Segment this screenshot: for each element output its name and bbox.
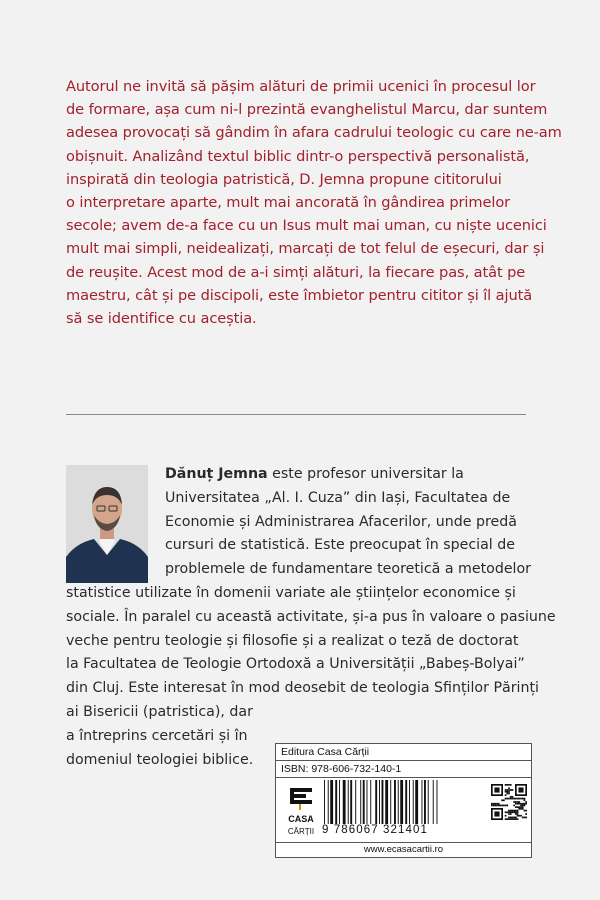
qr-module — [506, 791, 508, 793]
qr-module — [512, 798, 514, 800]
qr-module — [515, 813, 517, 815]
qr-module — [494, 811, 499, 816]
qr-module — [522, 798, 524, 800]
qr-module — [508, 798, 510, 800]
barcode-bar — [324, 780, 325, 824]
qr-module — [506, 818, 508, 820]
qr-module — [505, 789, 507, 791]
qr-module — [518, 801, 520, 803]
barcode-bar — [360, 780, 361, 824]
qr-module — [505, 784, 507, 786]
qr-module — [505, 798, 507, 800]
barcode-bar — [385, 780, 388, 824]
qr-module — [517, 813, 519, 815]
casa-cartii-logo — [286, 786, 316, 840]
qr-module — [508, 810, 510, 812]
qr-module — [513, 810, 515, 812]
qr-module — [524, 798, 526, 800]
qr-module — [496, 803, 498, 805]
barcode-bar — [339, 780, 340, 824]
barcode-bar — [415, 780, 418, 824]
qr-module — [491, 805, 493, 807]
qr-module — [498, 803, 500, 805]
qr-module — [515, 817, 517, 819]
qr-module — [522, 817, 524, 819]
blurb-line: mult mai simpli, neidealizați, marcați de tot felul de eșecuri, dar și — [66, 240, 545, 258]
qr-module — [513, 798, 515, 800]
qr-module — [518, 798, 520, 800]
qr-module — [524, 803, 526, 805]
qr-module — [508, 817, 510, 819]
barcode-box — [275, 743, 532, 858]
qr-module — [518, 808, 520, 810]
qr-module — [525, 801, 527, 803]
qr-module — [517, 806, 519, 808]
qr-module — [501, 799, 503, 801]
qr-module — [518, 815, 520, 817]
author-bio — [66, 463, 556, 772]
barcode-bar — [379, 780, 380, 824]
qr-module — [520, 806, 522, 808]
qr-module — [506, 789, 508, 791]
qr-module — [524, 810, 526, 812]
qr-module — [494, 805, 496, 807]
bio-line: ai Bisericii (patristica), dar — [66, 703, 253, 720]
qr-module — [525, 810, 527, 812]
qr-module — [510, 784, 512, 786]
qr-module — [512, 818, 514, 820]
qr-module — [493, 805, 495, 807]
qr-module — [506, 805, 508, 807]
barcode-bar — [382, 780, 384, 824]
qr-module — [501, 805, 503, 807]
bio-line: statistice utilizate în domenii variate ale științelor economice și — [66, 584, 516, 601]
qr-module — [513, 801, 515, 803]
qr-module — [508, 791, 510, 793]
barcode-bar — [367, 780, 368, 824]
qr-module — [515, 803, 517, 805]
qr-module — [510, 810, 512, 812]
bio-line: Economie și Administrarea Afacerilor, unde predă — [165, 513, 517, 530]
blurb-line: Autorul ne invită să pășim alături de primii ucenici în procesul lor — [66, 78, 536, 95]
qr-module — [508, 787, 510, 789]
barcode-bar — [422, 780, 423, 824]
barcode-bar — [375, 780, 377, 824]
qr-module — [510, 798, 512, 800]
qr-module — [517, 811, 519, 813]
isbn-label: ISBN: 978-606-732-140-1 — [276, 761, 531, 778]
qr-module — [510, 789, 512, 791]
qr-module — [512, 810, 514, 812]
qr-module — [505, 805, 507, 807]
qr-module — [493, 803, 495, 805]
barcode-bar — [413, 780, 414, 824]
bio-line: este profesor universitar la — [267, 466, 464, 482]
qr-module — [513, 811, 515, 813]
barcode-bar — [343, 780, 346, 824]
barcode-bar — [409, 780, 410, 824]
barcode-bar — [330, 780, 333, 824]
qr-module — [506, 811, 508, 813]
qr-module — [525, 817, 527, 819]
qr-module — [506, 798, 508, 800]
qr-module — [517, 818, 519, 820]
qr-module — [522, 806, 524, 808]
barcode-bar — [428, 780, 429, 824]
bio-line: sociale. În paralel cu această activitate, și-a pus în valoare o pasiune — [66, 608, 556, 625]
qr-module — [522, 808, 524, 810]
qr-module — [505, 794, 507, 796]
qr-module — [517, 798, 519, 800]
bio-line: Universitatea „Al. I. Cuza” din Iași, Facultatea de — [165, 489, 511, 506]
barcode-bar — [350, 780, 352, 824]
barcode-bar — [348, 780, 349, 824]
qr-module — [510, 796, 512, 798]
qr-module — [510, 813, 512, 815]
barcode-bar — [405, 780, 407, 824]
barcode-bar — [328, 780, 329, 824]
qr-module — [515, 810, 517, 812]
qr-module — [508, 784, 510, 786]
qr-module — [503, 799, 505, 801]
logo-text-bottom: CĂRȚII — [287, 827, 315, 836]
barcode-bar — [370, 780, 371, 824]
bio-line: cursuri de statistică. Este preocupat în special de — [165, 537, 515, 554]
qr-module — [494, 787, 499, 792]
qr-module — [508, 813, 510, 815]
qr-module — [518, 803, 520, 805]
qr-module — [517, 803, 519, 805]
blurb-line: maestru, cât și pe discipoli, este îmbietor pentru cititor și îl ajută — [66, 286, 533, 304]
qr-module — [520, 815, 522, 817]
qr-module — [506, 793, 508, 795]
qr-module — [513, 805, 515, 807]
qr-module — [512, 811, 514, 813]
qr-module — [513, 817, 515, 819]
qr-module — [496, 805, 498, 807]
isbn-barcode — [322, 780, 486, 824]
qr-module — [517, 801, 519, 803]
blurb-line: inspirată din teologia patristică, D. Jemna propune cititorului — [66, 170, 502, 188]
blurb-line: de formare, așa cum ni-l prezintă evanghelistul Marcu, dar suntem — [66, 101, 548, 119]
qr-module — [515, 811, 517, 813]
qr-module — [520, 803, 522, 805]
blurb-paragraph — [66, 75, 562, 330]
bio-first-line — [66, 463, 546, 487]
qr-module — [506, 784, 508, 786]
qr-module — [510, 818, 512, 820]
qr-module — [500, 805, 502, 807]
barcode-digits: 9 786067 321401 — [322, 824, 429, 836]
qr-module — [505, 791, 507, 793]
bio-line: din Cluj. Este interesat în mod deosebit de teologia Sfinților Părinți — [66, 680, 539, 697]
barcode-bar — [400, 780, 403, 824]
qr-module — [491, 803, 493, 805]
qr-module — [510, 817, 512, 819]
barcode-bar — [390, 780, 391, 824]
blurb-line: secole; avem de-a face cu un Isus mult mai uman, cu niște ucenici — [66, 217, 547, 235]
bio-line: a întreprins cercetări și în — [66, 727, 248, 744]
barcode-bar — [424, 780, 426, 824]
qr-module — [512, 796, 514, 798]
qr-module — [498, 805, 500, 807]
author-name: Dănuț Jemna — [165, 466, 268, 482]
qr-module — [505, 815, 507, 817]
qr-module — [515, 806, 517, 808]
website-label: www.ecasacartii.ro — [276, 842, 531, 857]
qr-module — [515, 801, 517, 803]
bio-line: problemele de fundamentare teoretică a metodelor — [165, 561, 532, 578]
blurb-line: adesea provocați să gândim în afara cadrului teologic cu care ne-am — [66, 124, 562, 142]
qr-module — [503, 805, 505, 807]
qr-module — [515, 818, 517, 820]
barcode-bar — [398, 780, 399, 824]
qr-module — [513, 818, 515, 820]
qr-module — [505, 811, 507, 813]
barcode-bar — [335, 780, 337, 824]
blurb-line: să se identifice cu aceștia. — [66, 310, 257, 328]
qr-module — [518, 787, 523, 792]
bio-line: veche pentru teologie și filosofie și a realizat o teză de doctorat — [66, 632, 519, 649]
logo-text-top: CASA — [288, 814, 314, 824]
qr-module — [525, 813, 527, 815]
qr-module — [508, 793, 510, 795]
qr-module — [525, 803, 527, 805]
barcode-bar — [437, 780, 438, 824]
blurb-line: de reușite. Acest mod de a-i simți alături, la fiecare pas, atât pe — [66, 263, 526, 281]
qr-module — [508, 789, 510, 791]
qr-module — [518, 806, 520, 808]
blurb-line: o interpretare aparte, mult mai ancorată în gândirea primelor — [66, 194, 511, 212]
qr-module — [517, 810, 519, 812]
qr-module — [524, 817, 526, 819]
qr-module — [494, 803, 496, 805]
qr-module — [515, 798, 517, 800]
blurb-line: obișnuit. Analizând textul biblic dintr-o perspectivă personalistă, — [66, 147, 530, 165]
qr-module — [520, 805, 522, 807]
qr-module — [520, 808, 522, 810]
qr-module — [520, 798, 522, 800]
qr-module — [522, 803, 524, 805]
divider-rule — [66, 414, 526, 415]
bio-line: domeniul teologiei biblice. — [66, 751, 254, 768]
qr-module — [512, 789, 514, 791]
qr-module — [524, 805, 526, 807]
qr-code — [491, 784, 527, 820]
barcode-bar — [355, 780, 356, 824]
qr-module — [508, 811, 510, 813]
barcode-bar — [363, 780, 365, 824]
qr-module — [517, 815, 519, 817]
qr-module — [512, 817, 514, 819]
barcode-bar — [433, 780, 434, 824]
publisher-label: Editura Casa Cărții — [276, 744, 531, 761]
qr-module — [524, 799, 526, 801]
barcode-bar — [394, 780, 396, 824]
qr-module — [522, 805, 524, 807]
qr-module — [510, 811, 512, 813]
bio-line: la Facultatea de Teologie Ortodoxă a Universității „Babeș-Bolyai” — [66, 656, 525, 673]
qr-module — [508, 818, 510, 820]
qr-module — [505, 818, 507, 820]
